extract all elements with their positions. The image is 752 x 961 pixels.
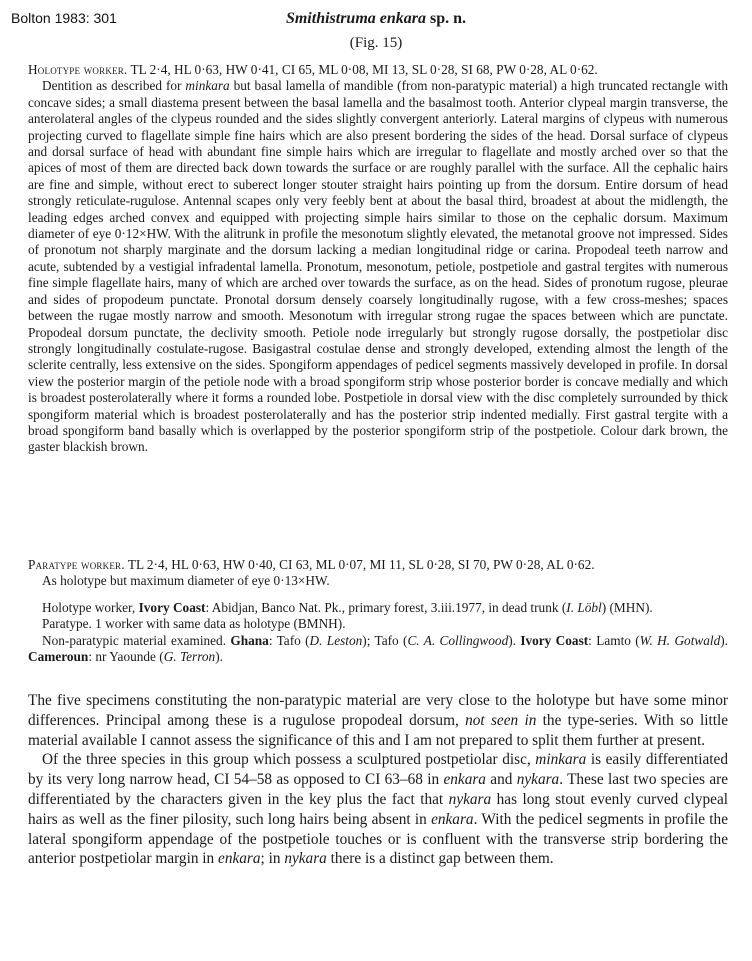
material-country: Ivory Coast xyxy=(520,632,589,648)
material-text: Holotype worker, xyxy=(42,600,139,615)
material-country: Ivory Coast xyxy=(138,600,206,615)
discussion-species: enkara xyxy=(431,810,474,828)
paratype-measurements-line xyxy=(28,557,728,573)
material-text: ). xyxy=(720,632,729,648)
material-country: Ghana xyxy=(230,632,269,648)
discussion-emphasis: not seen in xyxy=(465,711,537,729)
discussion-text: ; in xyxy=(260,850,285,868)
discussion-species: nykara xyxy=(516,771,560,789)
holotype-label: Holotype worker. xyxy=(28,62,128,77)
material-text: : Tafo ( xyxy=(268,632,310,648)
material-collector: G. Terron xyxy=(163,649,216,665)
species-name: Smithistruma enkara xyxy=(285,10,426,27)
desc-text: Dentition as described for xyxy=(42,78,186,94)
material-collector: C. A. Collingwood xyxy=(407,632,509,648)
material-collector: D. Leston xyxy=(309,632,363,648)
material-text: : Lamto ( xyxy=(588,632,640,648)
discussion-text: has long stout evenly curved clypeal hairs as well as the finer pilosity, such long hairs being absent in xyxy=(28,790,728,828)
material-text: ). xyxy=(508,632,521,648)
paratype-section xyxy=(28,557,728,590)
citation-label: Bolton 1983: 301 xyxy=(11,10,117,26)
material-text: ); Tafo ( xyxy=(362,632,408,648)
discussion-text: and xyxy=(485,771,517,789)
holotype-measurements-line xyxy=(28,62,728,78)
holotype-section xyxy=(28,62,728,456)
discussion-text: is easily differentiated by its very long narrow head, CI 54–58 as opposed to CI 63–68 in xyxy=(28,751,728,789)
material-collector: W. H. Gotwald xyxy=(639,632,721,648)
figure-reference: (Fig. 15) xyxy=(349,35,403,51)
material-section xyxy=(28,600,728,666)
nonparatypic-material xyxy=(28,633,728,666)
species-suffix: sp. n. xyxy=(426,10,467,27)
paratype-material: Paratype. 1 worker with same data as holotype (BMNH). xyxy=(42,616,346,632)
discussion-text: The five specimens constituting the non-paratypic material are very close to the holotype but have some minor differences. Principal among these is a rugulose propodeal dorsum, xyxy=(28,692,728,729)
material-country: Cameroun xyxy=(28,649,89,665)
discussion-species: enkara xyxy=(218,850,261,868)
material-text: : nr Yaounde ( xyxy=(88,649,164,665)
species-title xyxy=(0,10,752,28)
discussion-text: . With the pedicel segments in profile the lateral spongiform appendage of the postpetiole touches or is confluent with the transverse strip bordering the anterior postpetiolar margin in xyxy=(28,810,728,868)
material-collector: I. Löbl xyxy=(566,600,602,615)
desc-species: minkara xyxy=(185,78,230,94)
material-text: Non-paratypic material examined. xyxy=(42,632,231,648)
holotype-material xyxy=(28,600,728,616)
holotype-measurements: TL 2·4, HL 0·63, HW 0·41, CI 65, ML 0·08, MI 13, SL 0·28, SI 68, PW 0·28, AL 0·62. xyxy=(127,62,598,77)
holotype-description xyxy=(28,78,728,455)
discussion-paragraph-2 xyxy=(28,750,728,869)
discussion-paragraph-1 xyxy=(28,691,728,750)
material-text: ) (MHN). xyxy=(601,600,653,615)
paratype-measurements: TL 2·4, HL 0·63, HW 0·40, CI 63, ML 0·07, MI 11, SL 0·28, SI 70, PW 0·28, AL 0·62. xyxy=(124,557,595,572)
discussion-text: the type-series. With so little material available I cannot assess the significance of this and I am not prepared to split them further at present. xyxy=(28,711,729,749)
paratype-label: Paratype worker. xyxy=(28,557,125,572)
discussion-section xyxy=(28,691,728,869)
paratype-note: As holotype but maximum diameter of eye 0·13×HW. xyxy=(42,573,330,589)
desc-text-rest: but basal lamella of mandible (from non-paratypic material) a high truncated rectangle with concave sides; a small diastema present between the basal lamella and the basalmost tooth. Anterior clypeal margin transverse, the anterolateral angles of the clypeus rounded and the sides slightly convergent anteriorly. Lateral margins of clypeus with numerous projecting curved to flagellate simple fine hairs which are also present bordering the sides of the head. Dorsal surface of clypeus and dorsal surface of head with abundant fine simple hairs which are irregular to flagellate and mostly arched over so that the apices of most of them are directed back down towards the surface or are roughly parallel with the surface. All the cephalic hairs are fine and simple, without erect to suberect longer stouter straight hairs pointing up from the dorsum. Entire dorsum of head strongly reticulate-rugulose. Antennal scapes only very feebly bent at about the basal third, broadest at about the midlength, the leading edges arched convex and equipped with projecting simple hairs similar to those on the cephalic dorsum. Maximum diameter of eye 0·12×HW. With the alitrunk in profile the mesonotum slightly elevated, the metanotal groove not impressed. Sides of pronotum not sharply marginate and the dorsum lacking a median longitudinal ridge or carina. Propodeal teeth narrow and acute, subtended by a vestigial infradental lamella. Pronotum, mesonotum, petiole, postpetiole and gastral tergites with numerous fine simple flagellate hairs, many of which are arched over towards the surface, as on the head. Sides of pronotum rugose, pleurae and sides of propodeum punctate. Pronotal dorsum densely coarsely longitudinally rugose, with a few cross-meshes; spaces between the rugae mostly narrow and smooth. Mesonotum with irregular strong rugae the spaces between which are punctate. Propodeal dorsum punctate, the declivity smooth. Petiole node irregularly but strongly rugose dorsally, the postpetiolar disc strongly longitudinally costulate-rugose. Basigastral costulae dense and strongly developed, extending almost the length of the sclerite centrally, less extensive on the sides. Spongiform appendages of pedicel segments massively developed in profile. In dorsal view the posterior margin of the petiole node with a broad spongiform strip whose posterior border is concave medially and which is broadest posterolaterally where it forms a rounded lobe. Postpetiole in dorsal view with the disc completely surrounded by thick spongiform material which is broadest posterolaterally and has the posterior strip indented medially. First gastral tergite with a broad spongiform band basally which is overlapped by the posterior spongiform strip of the postpetiole. Colour dark brown, the gaster blackish brown. xyxy=(28,78,728,455)
discussion-species: nykara xyxy=(284,850,327,868)
discussion-text: Of the three species in this group which possess a sculptured postpetiolar disc, xyxy=(42,751,536,769)
discussion-species: nykara xyxy=(448,790,492,808)
material-text: ). xyxy=(215,649,223,665)
discussion-species: minkara xyxy=(535,751,587,769)
material-text: : Abidjan, Banco Nat. Pk., primary forest, 3.iii.1977, in dead trunk ( xyxy=(205,600,567,615)
discussion-text: . These last two species are differentiated by the characters given in the key plus the fact that xyxy=(28,771,728,808)
discussion-species: enkara xyxy=(443,771,486,789)
discussion-text: there is a distinct gap between them. xyxy=(326,850,554,868)
